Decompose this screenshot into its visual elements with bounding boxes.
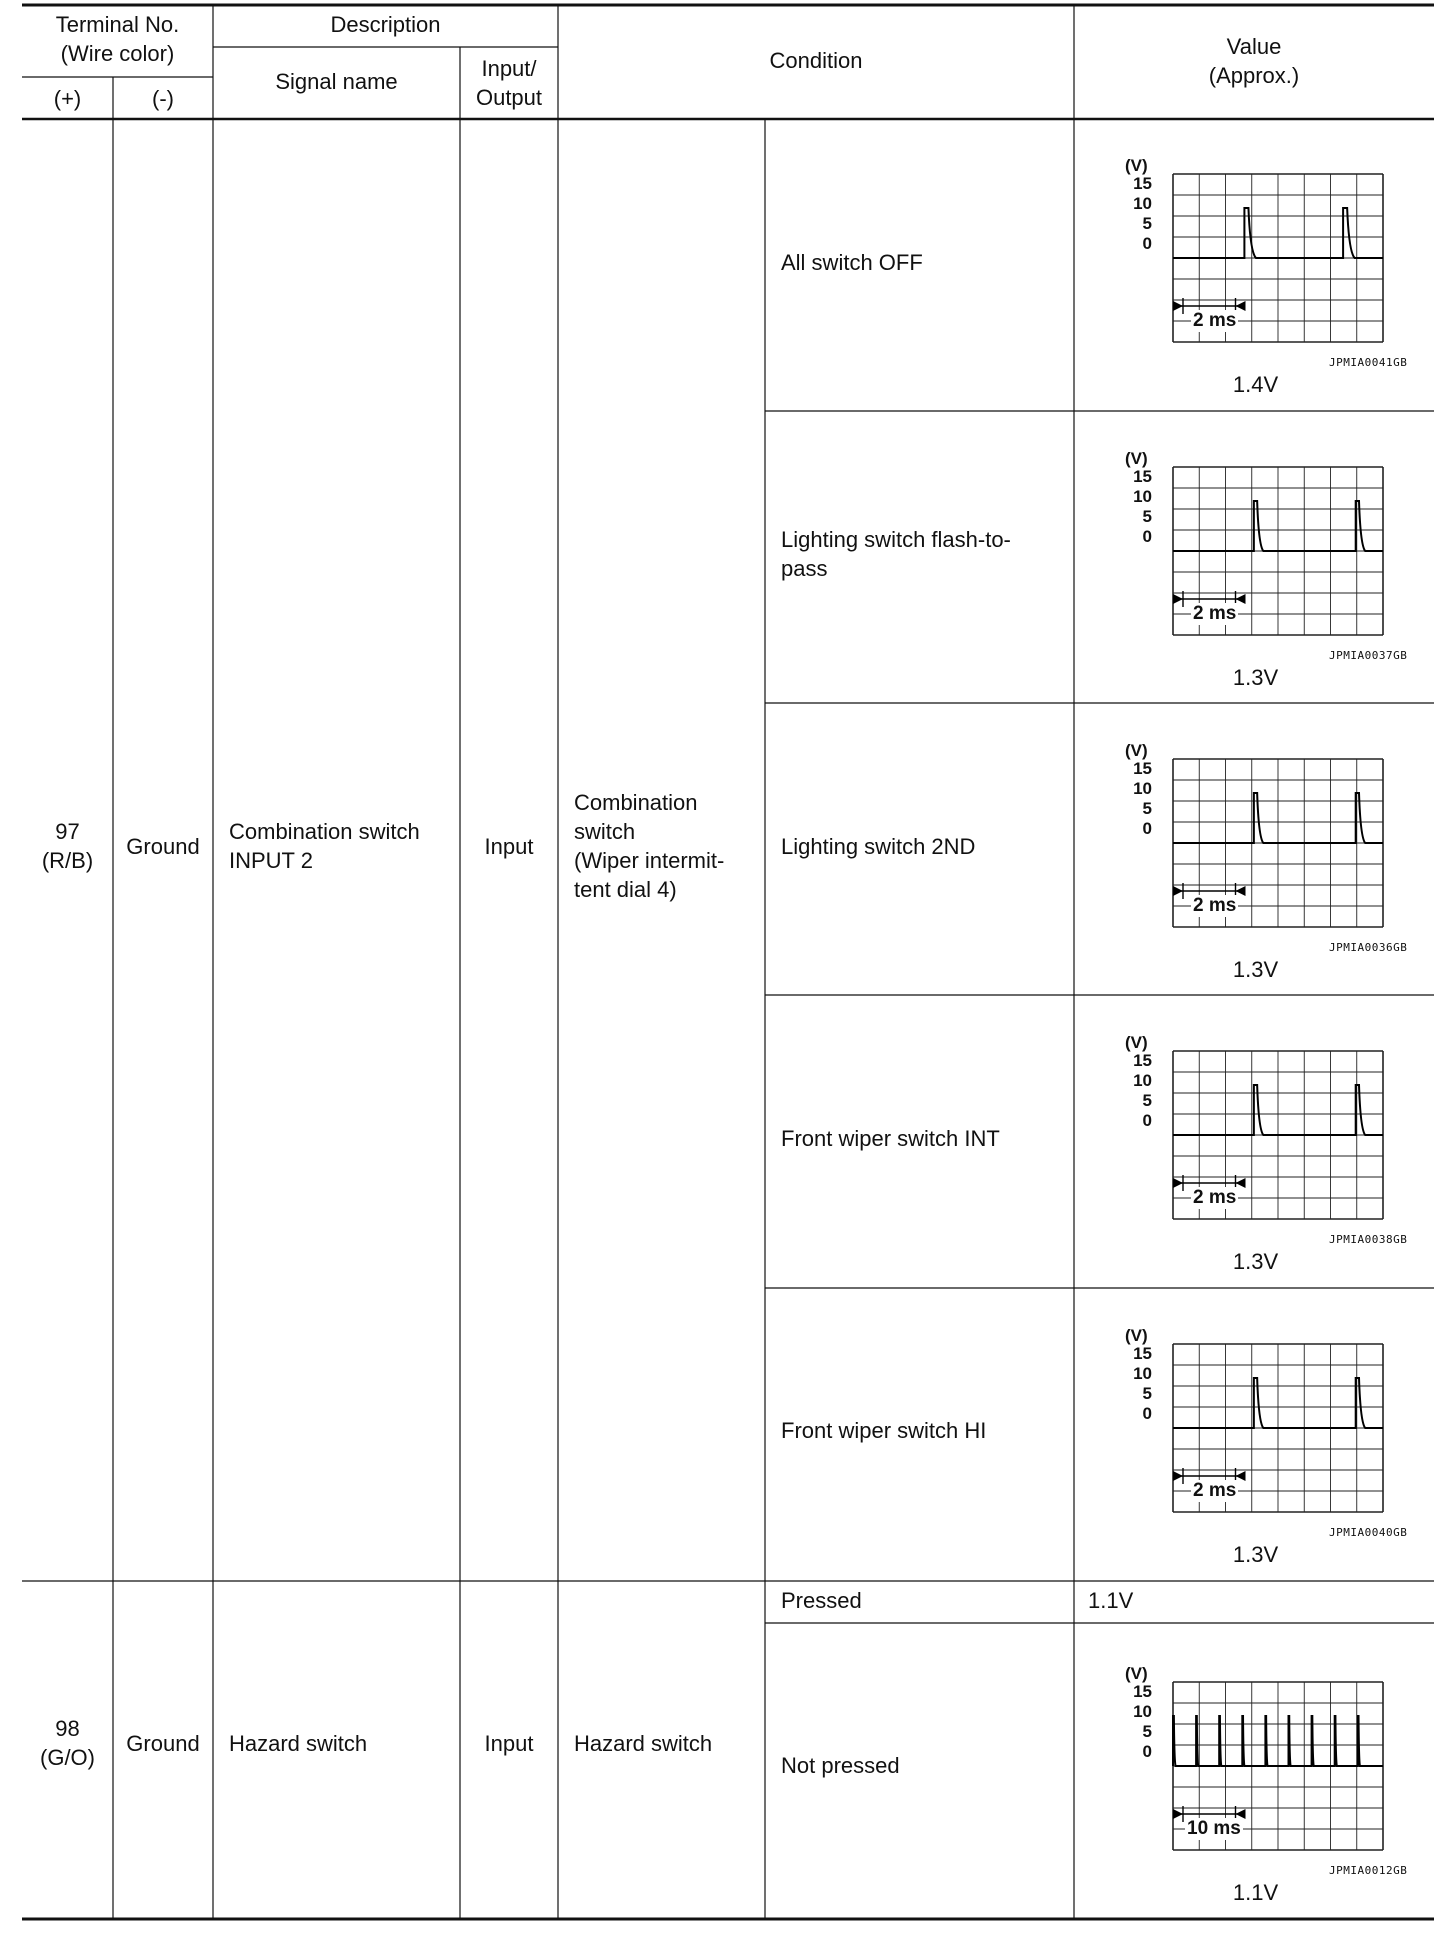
oscilloscope-waveform [1085, 1320, 1434, 1610]
figure-code: JPMIA0037GB [1329, 649, 1408, 662]
header-value: Value [1226, 34, 1282, 59]
axis-tick-label: 10 [1133, 1364, 1152, 1383]
axis-unit-label: (V) [1125, 741, 1148, 760]
axis-tick-label: 10 [1133, 779, 1152, 798]
axis-tick-label: 5 [1142, 1722, 1152, 1741]
approx-value: 1.3V [1232, 1542, 1279, 1567]
timebase-arrowhead [1173, 301, 1183, 311]
oscilloscope-waveform [1085, 735, 1434, 1025]
header-input-output-2: Output [475, 85, 543, 110]
axis-tick-label: 15 [1133, 174, 1152, 193]
figure-code: JPMIA0036GB [1329, 941, 1408, 954]
io-type: Input [484, 834, 534, 859]
axis-tick-label: 0 [1142, 1111, 1152, 1130]
terminal-number: 97 [55, 819, 80, 844]
sub-condition: All switch OFF [781, 250, 923, 275]
oscilloscope-waveform [1085, 1658, 1434, 1948]
axis-tick-label: 0 [1142, 819, 1152, 838]
axis-tick-label: 15 [1133, 1344, 1152, 1363]
axis-tick-label: 0 [1142, 1742, 1152, 1761]
axis-unit-label: (V) [1125, 1033, 1148, 1052]
axis-tick-label: 15 [1133, 467, 1152, 486]
axis-unit-label: (V) [1125, 156, 1148, 175]
figure-code: JPMIA0038GB [1329, 1233, 1408, 1246]
axis-tick-label: 5 [1142, 1091, 1152, 1110]
axis-tick-label: 10 [1133, 1071, 1152, 1090]
timebase-label: 10 ms [1187, 1818, 1241, 1839]
figure-code: JPMIA0041GB [1329, 356, 1408, 369]
axis-unit-label: (V) [1125, 1664, 1148, 1683]
sub-condition: Front wiper switch INT [781, 1126, 1000, 1151]
header-input-output-1: Input/ [481, 56, 537, 81]
timebase-label: 2 ms [1193, 895, 1237, 916]
axis-tick-label: 15 [1133, 1051, 1152, 1070]
sub-condition: Pressed [781, 1588, 862, 1613]
approx-value: 1.3V [1232, 665, 1279, 690]
figure-code: JPMIA0040GB [1329, 1526, 1408, 1539]
axis-tick-label: 0 [1142, 527, 1152, 546]
condition-main: Combination [574, 790, 698, 815]
timebase-label: 2 ms [1193, 310, 1237, 331]
header-value-approx: (Approx.) [1208, 63, 1300, 88]
approx-value: 1.3V [1232, 1249, 1279, 1274]
header-terminal-no: Terminal No. [55, 12, 180, 37]
header-signal-name: Signal name [275, 69, 398, 94]
sub-condition: Lighting switch flash-to- [781, 527, 1011, 552]
axis-tick-label: 5 [1142, 1384, 1152, 1403]
header-description: Description [330, 12, 441, 37]
axis-tick-label: 15 [1133, 759, 1152, 778]
figure-code: JPMIA0012GB [1329, 1864, 1408, 1877]
sub-condition: Front wiper switch HI [781, 1418, 987, 1443]
axis-tick-label: 5 [1142, 214, 1152, 233]
timebase-arrowhead [1173, 1178, 1183, 1188]
oscilloscope-waveform [1085, 443, 1434, 733]
timebase-label: 2 ms [1193, 603, 1237, 624]
axis-tick-label: 10 [1133, 194, 1152, 213]
timebase-arrowhead [1173, 1809, 1183, 1819]
header-minus: (-) [152, 86, 174, 111]
approx-value: 1.1V [1232, 1880, 1279, 1905]
oscilloscope-waveform [1085, 150, 1434, 440]
timebase-arrowhead [1173, 1471, 1183, 1481]
timebase-label: 2 ms [1193, 1480, 1237, 1501]
header-wire-color: (Wire color) [60, 41, 175, 66]
io-type: Input [484, 1731, 534, 1756]
header-plus: (+) [53, 86, 82, 111]
approx-value: 1.4V [1232, 372, 1279, 397]
terminal-number: 98 [55, 1716, 80, 1741]
timebase-arrowhead [1173, 886, 1183, 896]
sub-condition: Lighting switch 2ND [781, 834, 976, 859]
axis-tick-label: 0 [1142, 1404, 1152, 1423]
signal-name: Combination switch [229, 819, 420, 844]
axis-tick-label: 5 [1142, 507, 1152, 526]
header-condition: Condition [769, 48, 863, 73]
condition-main-line-3: (Wiper intermit- [574, 848, 725, 873]
value-text: 1.1V [1088, 1588, 1134, 1613]
axis-tick-label: 10 [1133, 487, 1152, 506]
wire-color: (R/B) [41, 848, 94, 873]
terminal-table [22, 0, 1434, 1938]
sub-condition-line-2: pass [781, 556, 828, 581]
oscilloscope-waveform [1085, 1027, 1434, 1317]
sub-condition: Not pressed [781, 1753, 900, 1778]
condition-main: Hazard switch [574, 1731, 713, 1756]
wire-color: (G/O) [40, 1745, 95, 1770]
timebase-label: 2 ms [1193, 1187, 1237, 1208]
ground-terminal: Ground [126, 1731, 200, 1756]
axis-unit-label: (V) [1125, 1326, 1148, 1345]
timebase-arrowhead [1173, 594, 1183, 604]
axis-unit-label: (V) [1125, 449, 1148, 468]
signal-name-line-2: INPUT 2 [229, 848, 313, 873]
signal-name: Hazard switch [229, 1731, 368, 1756]
axis-tick-label: 15 [1133, 1682, 1152, 1701]
axis-tick-label: 5 [1142, 799, 1152, 818]
axis-tick-label: 10 [1133, 1702, 1152, 1721]
axis-tick-label: 0 [1142, 234, 1152, 253]
approx-value: 1.3V [1232, 957, 1279, 982]
condition-main-line-2: switch [574, 819, 636, 844]
condition-main-line-4: tent dial 4) [574, 877, 677, 902]
ground-terminal: Ground [126, 834, 200, 859]
